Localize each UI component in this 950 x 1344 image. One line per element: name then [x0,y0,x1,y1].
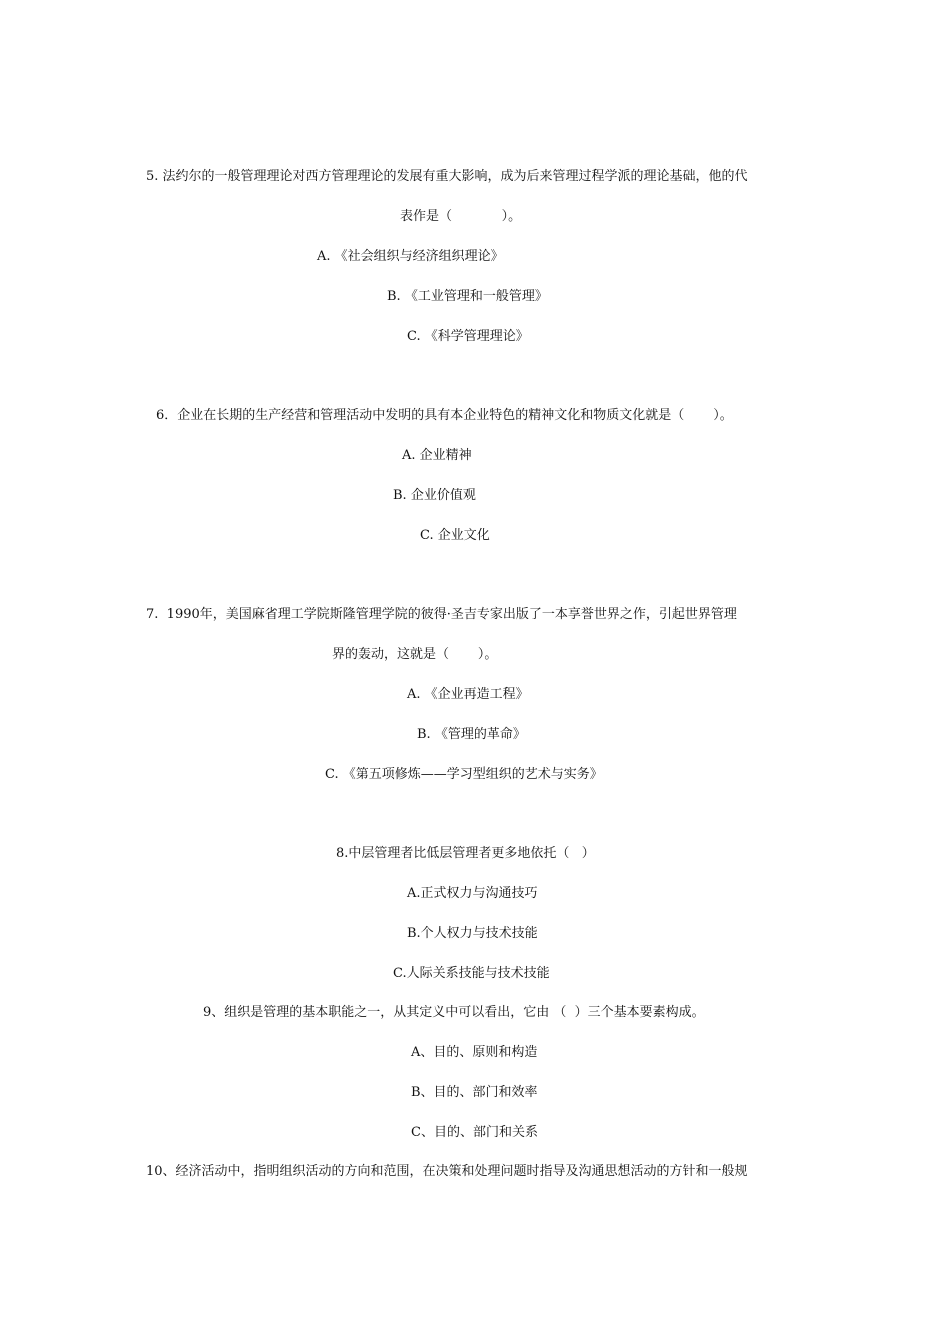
question-9-option-c: C、目的、部门和关系 [411,1125,538,1140]
question-7-option-c: C. 《第五项修炼——学习型组织的艺术与实务》 [325,767,603,782]
question-6-stem: 6．企业在长期的生产经营和管理活动中发明的具有本企业特色的精神文化和物质文化就是（ ）。 [156,408,733,423]
question-7-stem-line-1: 7. 1990年，美国麻省理工学院斯隆管理学院的彼得·圣吉专家出版了一本享誉世界之作，引起世界管理 [146,607,737,622]
question-10-stem: 10、经济活动中，指明组织活动的方向和范围，在决策和处理问题时指导及沟通思想活动的方针和一般规 [146,1164,748,1179]
question-7-option-b: B. 《管理的革命》 [417,727,526,742]
question-9-option-a: A、目的、原则和构造 [411,1045,538,1060]
question-6-option-c: C. 企业文化 [420,528,490,543]
question-8-stem: 8.中层管理者比低层管理者更多地依托（ ） [336,846,595,861]
question-5-stem-line-1: 5. 法约尔的一般管理理论对西方管理理论的发展有重大影响，成为后来管理过程学派的理论基础，他的代 [146,169,748,184]
question-9-stem: 9、组织是管理的基本职能之一，从其定义中可以看出，它由 （ ）三个基本要素构成。 [203,1005,705,1020]
question-6-option-a: A. 企业精神 [402,448,472,463]
question-7-option-a: A. 《企业再造工程》 [407,687,529,702]
question-5-option-b: B. 《工业管理和一般管理》 [387,289,548,304]
question-8-option-b: B.个人权力与技术技能 [407,926,538,941]
question-7-stem-line-2: 界的轰动，这就是（ ）。 [332,647,498,662]
question-8-option-c: C.人际关系技能与技术技能 [393,966,550,981]
question-6-option-b: B. 企业价值观 [393,488,476,503]
question-8-option-a: A.正式权力与沟通技巧 [407,886,538,901]
question-5-option-a: A. 《社会组织与经济组织理论》 [317,249,504,264]
question-9-option-b: B、目的、部门和效率 [411,1085,538,1100]
question-5-stem-line-2: 表作是（ ）。 [400,209,522,224]
question-5-option-c: C. 《科学管理理论》 [407,329,529,344]
